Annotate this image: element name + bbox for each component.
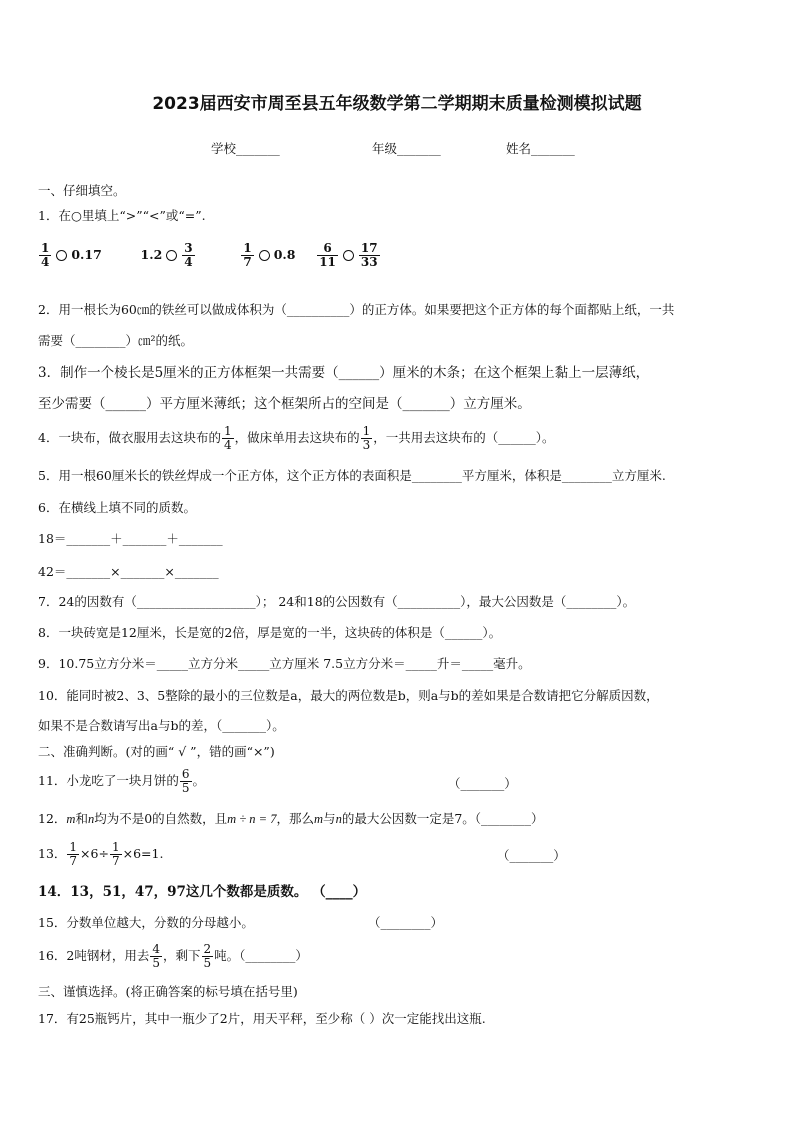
compare-circle[interactable] [166,250,177,261]
fraction: $\frac{1}{4}$ [41,241,50,269]
fraction: $\frac{1}{7}$ [111,840,120,868]
fraction: $\frac{6}{5}$ [181,767,190,795]
question-16: 16．2吨钢材，用去 $\frac{4}{5}$ ，剩下 $\frac{2}{5}$ 吨。（________） [38,942,308,970]
answer-blank-15[interactable]: （________） [368,915,444,930]
page-title: 2023届西安市周至县五年级数学第二学期期末质量检测模拟试题 [152,94,642,114]
compare-circle[interactable] [56,250,67,261]
question-9: 9．10.75立方分米＝_____立方分米_____立方厘米 7.5立方分米＝_____升＝_____毫升。 [38,656,531,671]
grade-field[interactable]: 年级_______ [372,141,441,156]
fraction: $\frac{3}{4}$ [184,241,193,269]
compare-circle[interactable] [259,250,270,261]
question-6-text: 6．在横线上填不同的质数。 [38,500,196,515]
fraction: $\frac{6}{11}$ [319,241,336,269]
compare-circle[interactable] [343,250,354,261]
question-10-line-1: 10．能同时被2、3、5整除的最小的三位数是a，最大的两位数是b，则a与b的差如果是合数请把它分解质因数， [38,688,659,703]
question-10-line-2: 如果不是合数请写出a与b的差，（_______）。 [38,718,285,733]
fraction: $\frac{4}{5}$ [152,942,160,970]
answer-blank-11[interactable]: （_______） [448,776,517,791]
question-6-line-2: 42＝_______×_______×_______ [38,564,219,579]
question-3-line-2: 至少需要（______）平方厘米薄纸；这个框架所占的空间是（_______）立方厘米。 [38,396,531,412]
section-heading-choice: 三、谨慎选择。(将正确答案的标号填在括号里) [38,984,298,999]
question-6-line-1: 18＝_______＋_______＋_______ [38,531,223,546]
question-5: 5．用一根60厘米长的铁丝焊成一个正方体，这个正方体的表面积是________平方厘米，体积是________立方厘米. [38,468,666,483]
name-field[interactable]: 姓名_______ [506,141,575,156]
question-2-line-1: 2．用一根长为60㎝的铁丝可以做成体积为（__________）的正方体。如果要把这个正方体的每个面都贴上纸，一共 [38,302,675,317]
section-heading-judge: 二、准确判断。(对的画“ √ ”，错的画“×”) [38,744,275,759]
question-1-text: 1．在○里填上“>”“<”或“=”. [38,208,206,223]
question-14: 14．13，51，47，97这几个数都是质数。 （____） [38,884,367,900]
question-12: 12．m和n均为不是0的自然数，且m ÷ n = 7，那么m与n的最大公因数一定是7。（________） [38,811,544,826]
question-13: 13． $\frac{1}{7}$ ×6÷ $\frac{1}{7}$ ×6=1. [38,840,164,868]
fraction: $\frac{2}{5}$ [203,942,212,970]
question-17: 17．有25瓶钙片，其中一瓶少了2片，用天平秤，至少称（ ）次一定能找出这瓶. [38,1011,486,1026]
fraction: $\frac{17}{33}$ [360,241,378,269]
section-heading-fill: 一、仔细填空。 [38,183,126,198]
question-15-text: 15．分数单位越大，分数的分母越小。 [38,915,254,930]
fraction: $\frac{1}{4}$ [223,424,232,452]
question-4: 4．一块布，做衣服用去这块布的 $\frac{1}{4}$ ，做床单用去这块布的 $\frac{1}{3}$ ，一共用去这块布的（______）。 [38,424,555,452]
question-2-line-2: 需要（________）㎝²的纸。 [38,333,194,348]
question-1-row: $\frac{1}{4}$ 0.17 1.2 $\frac{3}{4}$ $\frac{1}{7}$ 0.8 $\frac{6}{11}$ $\frac{17}{33}$ [41,241,378,269]
question-11: 11．小龙吃了一块月饼的 $\frac{6}{5}$ 。 [38,767,206,795]
fraction: $\frac{1}{7}$ [243,241,252,269]
fraction: $\frac{1}{3}$ [362,424,371,452]
answer-blank-13[interactable]: （_______） [497,848,566,863]
question-7: 7．24的因数有（___________________）； 24和18的公因数有（__________），最大公因数是（________）。 [38,594,636,609]
question-8: 8．一块砖宽是12厘米，长是宽的2倍，厚是宽的一半，这块砖的体积是（______）。 [38,625,502,640]
question-3-line-1: 3．制作一个棱长是5厘米的正方体框架一共需要（______）厘米的木条；在这个框架上黏上一层薄纸， [38,365,650,381]
school-field[interactable]: 学校_______ [211,141,280,156]
fraction: $\frac{1}{7}$ [69,840,78,868]
